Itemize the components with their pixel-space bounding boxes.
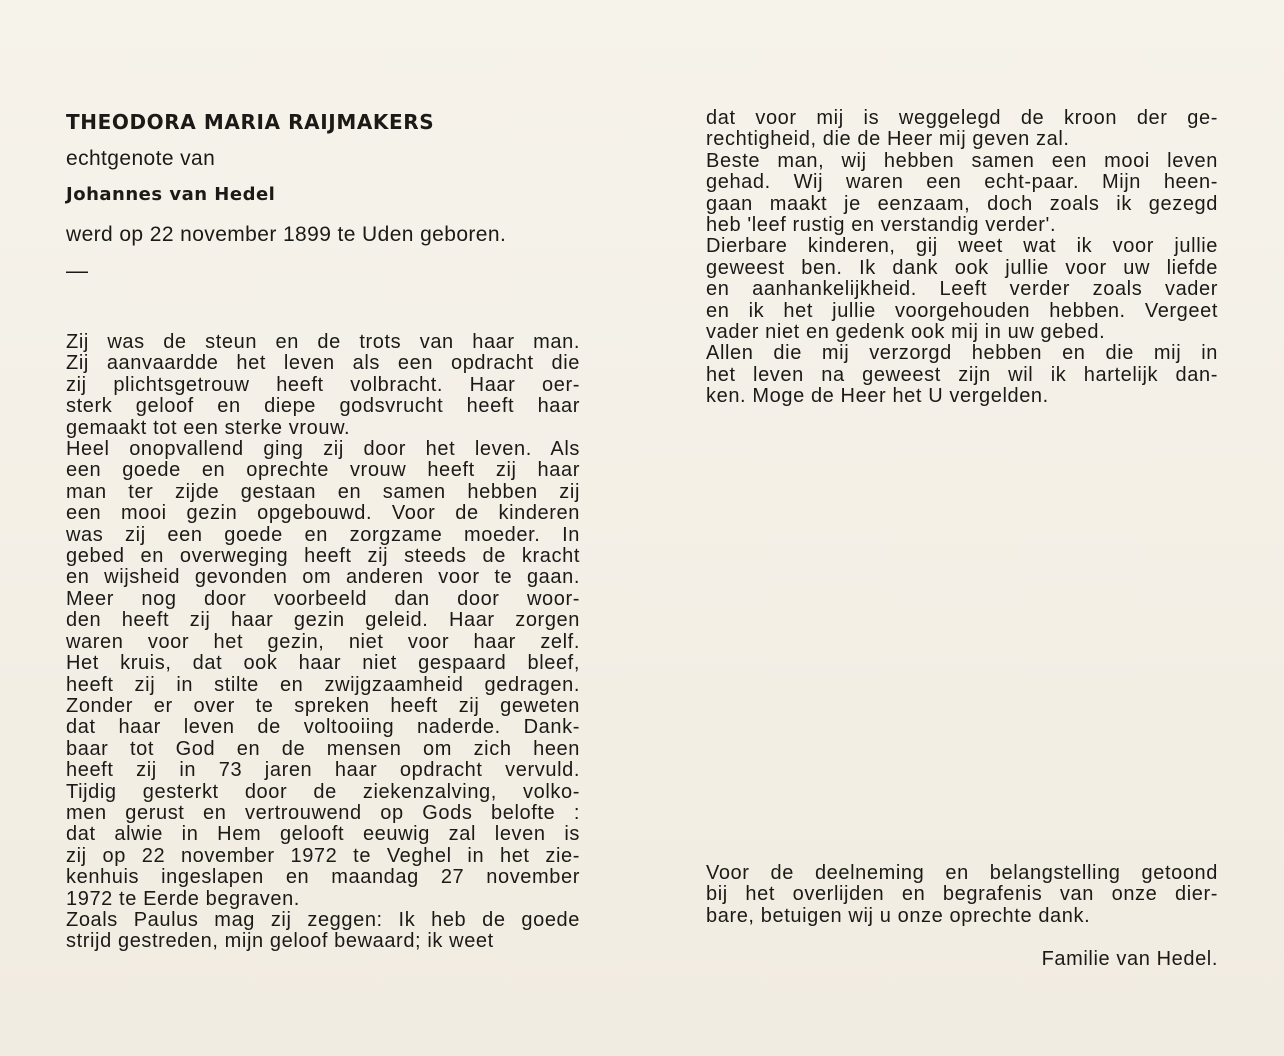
separator-dash: — xyxy=(66,258,88,283)
text-line: baar tot God en de mensen om zich heen xyxy=(66,737,580,760)
text-line: heeft zij in 73 jaren haar opdracht vervuld. xyxy=(66,759,580,782)
right-page xyxy=(706,108,1218,408)
thanks-block xyxy=(706,863,1218,927)
text-line: Tijdig gesterkt door de ziekenzalving, volko- xyxy=(66,780,580,803)
text-line: rechtigheid, die de Heer mij geven zal. xyxy=(706,128,1070,151)
left-page xyxy=(66,108,580,953)
text-line: een mooi gezin opgebouwd. Voor de kinderen xyxy=(66,502,580,525)
left-body-text xyxy=(66,332,580,953)
text-line: bij het overlijden en begrafenis van onze dier- xyxy=(706,883,1218,906)
text-line: waren voor het gezin, niet voor haar zelf. xyxy=(66,630,580,653)
text-line: en ik het jullie voorgehouden hebben. Vergeet xyxy=(706,299,1218,322)
text-line: Heel onopvallend ging zij door het leven. Als xyxy=(66,438,580,461)
deceased-name: THEODORA MARIA RAIJMAKERS xyxy=(66,110,435,134)
text-line: 1972 te Eerde begraven. xyxy=(66,887,300,910)
text-line: vader niet en gedenk ook mij in uw gebed. xyxy=(706,321,1106,344)
text-line: en wijsheid gevonden om anderen voor te gaan. xyxy=(66,566,580,589)
spouse-name: Johannes van Hedel xyxy=(66,184,276,205)
text-line: Meer nog door voorbeeld dan door woor- xyxy=(66,587,580,610)
text-line: men gerust en vertrouwend op Gods belofte : xyxy=(66,801,580,824)
text-line: Dierbare kinderen, gij weet wat ik voor jullie xyxy=(706,235,1218,258)
text-line: Beste man, wij hebben samen een mooi leven xyxy=(706,149,1218,172)
text-line: Zonder er over te spreken heeft zij geweten xyxy=(66,694,580,717)
text-line: een goede en oprechte vrouw heeft zij haar xyxy=(66,459,580,482)
right-body-text xyxy=(706,108,1218,408)
birth-line: werd op 22 november 1899 te Uden geboren. xyxy=(66,223,507,246)
text-line: strijd gestreden, mijn geloof bewaard; ik weet xyxy=(66,930,494,953)
text-line: gaan maakt je eenzaam, doch zoals ik gezegd xyxy=(706,192,1218,215)
text-line: heb 'leef rustig en verstandig verder'. xyxy=(706,214,1057,237)
text-line: gemaakt tot een sterke vrouw. xyxy=(66,416,351,439)
text-line: het leven na geweest zijn wil ik hartelijk dan- xyxy=(706,363,1218,386)
text-line: Allen die mij verzorgd hebben en die mij in xyxy=(706,342,1218,365)
text-line: den heeft zij haar gezin geleid. Haar zorgen xyxy=(66,609,580,632)
text-line: Voor de deelneming en belangstelling getoond xyxy=(706,862,1218,884)
text-line: was zij een goede en zorgzame moeder. In xyxy=(66,523,580,546)
text-line: dat alwie in Hem gelooft eeuwig zal leven is xyxy=(66,823,580,846)
text-line: man ter zijde gestaan en samen hebben zij xyxy=(66,480,580,503)
text-line: gehad. Wij waren een echt-paar. Mijn heen- xyxy=(706,171,1218,194)
family-signature: Familie van Hedel. xyxy=(1041,948,1218,970)
text-line: en aanhankelijkheid. Leeft verder zoals vader xyxy=(706,278,1218,301)
spouse-intro: echtgenote van xyxy=(66,147,216,170)
text-line: Het kruis, dat ook haar niet gespaard bleef, xyxy=(66,652,580,675)
text-line: bare, betuigen wij u onze oprechte dank. xyxy=(706,904,1091,927)
text-line: Zij was de steun en de trots van haar man. xyxy=(66,331,580,353)
text-line: gebed en overweging heeft zij steeds de kracht xyxy=(66,545,580,568)
text-line: Zoals Paulus mag zij zeggen: Ik heb de goede xyxy=(66,908,580,931)
text-line: dat haar leven de voltooiing naderde. Dank- xyxy=(66,716,580,739)
text-line: dat voor mij is weggelegd de kroon der ge- xyxy=(706,107,1218,129)
text-line: heeft zij in stilte en zwijgzaamheid gedragen. xyxy=(66,673,580,696)
text-line: zij plichtsgetrouw heeft volbracht. Haar oer- xyxy=(66,373,580,396)
text-line: sterk geloof en diepe godsvrucht heeft haar xyxy=(66,395,580,418)
text-line: Zij aanvaardde het leven als een opdracht die xyxy=(66,352,580,375)
text-line: ken. Moge de Heer het U vergelden. xyxy=(706,385,1049,408)
text-line: kenhuis ingeslapen en maandag 27 november xyxy=(66,866,580,889)
text-line: zij op 22 november 1972 te Veghel in het zie- xyxy=(66,844,580,867)
thanks-text xyxy=(706,863,1218,927)
text-line: geweest ben. Ik dank ook jullie voor uw liefde xyxy=(706,256,1218,279)
